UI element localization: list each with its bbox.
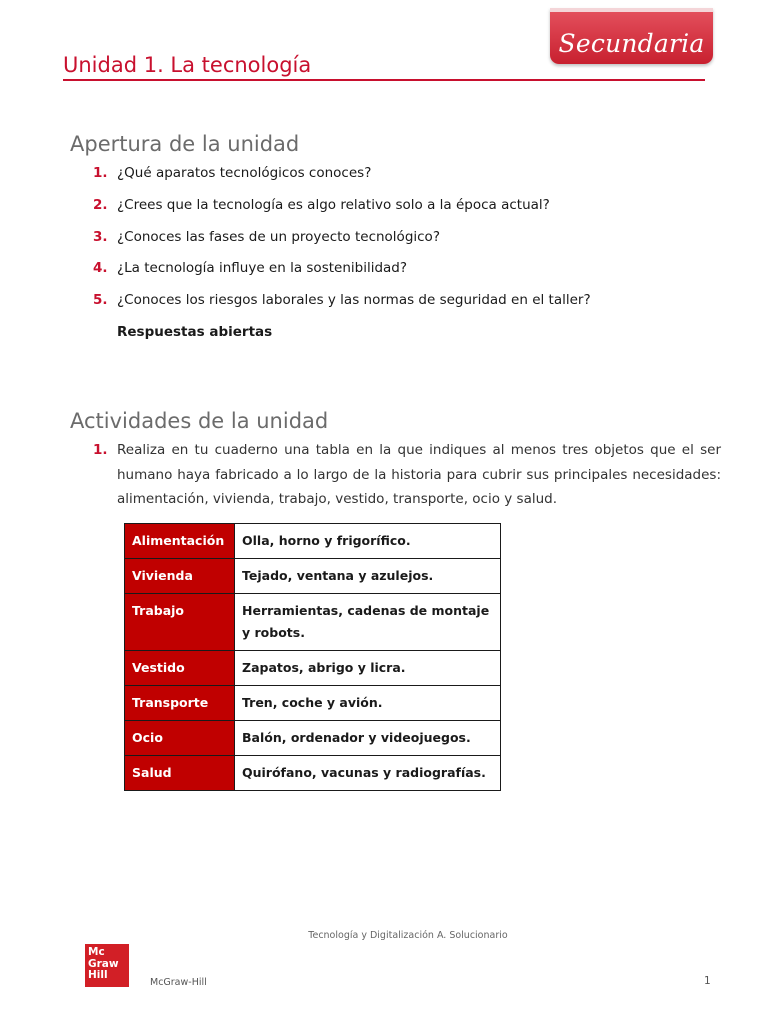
- question-text: ¿Crees que la tecnología es algo relativo solo a la época actual?: [117, 197, 550, 213]
- mcgraw-hill-logo: [85, 944, 129, 987]
- secundaria-brand-tab: [550, 8, 713, 64]
- logo-line: Mc: [88, 946, 105, 958]
- activity-number: 1.: [93, 442, 108, 458]
- needs-table: [124, 523, 501, 791]
- question-number: 2.: [93, 197, 108, 213]
- category-cell: Trabajo: [125, 594, 235, 651]
- category-cell: Vestido: [125, 651, 235, 686]
- category-cell: Ocio: [125, 721, 235, 756]
- table-row: [125, 686, 501, 721]
- question-item: [93, 228, 733, 246]
- logo-line: Graw: [88, 957, 119, 970]
- logo-line: Hill: [88, 969, 108, 981]
- question-number: 3.: [93, 229, 108, 245]
- objects-cell: Herramientas, cadenas de montaje y robots.: [235, 594, 501, 651]
- question-text: ¿Conoces los riesgos laborales y las normas de seguridad en el taller?: [117, 292, 591, 308]
- objects-cell: Tejado, ventana y azulejos.: [235, 559, 501, 594]
- table-row: [125, 721, 501, 756]
- question-item: [93, 259, 733, 277]
- category-cell: Salud: [125, 756, 235, 791]
- category-cell: Alimentación: [125, 524, 235, 559]
- page-number: 1: [704, 975, 711, 987]
- table-row: [125, 594, 501, 651]
- objects-cell: Olla, horno y frigorífico.: [235, 524, 501, 559]
- apertura-section-title: Apertura de la unidad: [70, 132, 300, 156]
- question-item: [93, 164, 733, 182]
- brand-tab-label: Secundaria: [558, 29, 705, 58]
- table-row: [125, 524, 501, 559]
- activity-text: Realiza en tu cuaderno una tabla en la que indiques al menos tres objetos que el ser humano haya fabricado a lo largo de la historia para cubrir sus principales necesidades: alimentación, vivienda, trabajo, vestido, transporte, ocio y salud.: [117, 442, 721, 507]
- objects-cell: Balón, ordenador y videojuegos.: [235, 721, 501, 756]
- unit-title: Unidad 1. La tecnología: [63, 53, 312, 77]
- question-item: [93, 291, 733, 309]
- objects-cell: Zapatos, abrigo y licra.: [235, 651, 501, 686]
- actividades-section-title: Actividades de la unidad: [70, 409, 329, 433]
- objects-cell: Tren, coche y avión.: [235, 686, 501, 721]
- footer-title: Tecnología y Digitalización A. Solucionario: [308, 930, 508, 941]
- category-cell: Vivienda: [125, 559, 235, 594]
- question-item: [93, 196, 733, 214]
- category-cell: Transporte: [125, 686, 235, 721]
- answer-note: Respuestas abiertas: [117, 324, 273, 340]
- question-number: 1.: [93, 165, 108, 181]
- objects-cell: Quirófano, vacunas y radiografías.: [235, 756, 501, 791]
- question-number: 4.: [93, 260, 108, 276]
- table-row: [125, 559, 501, 594]
- question-text: ¿Qué aparatos tecnológicos conoces?: [117, 165, 372, 181]
- question-number: 5.: [93, 292, 108, 308]
- title-divider: [63, 79, 705, 81]
- question-text: ¿Conoces las fases de un proyecto tecnológico?: [117, 229, 440, 245]
- table-row: [125, 756, 501, 791]
- table-row: [125, 651, 501, 686]
- question-text: ¿La tecnología influye en la sostenibilidad?: [117, 260, 408, 276]
- footer-brand: McGraw-Hill: [150, 977, 207, 988]
